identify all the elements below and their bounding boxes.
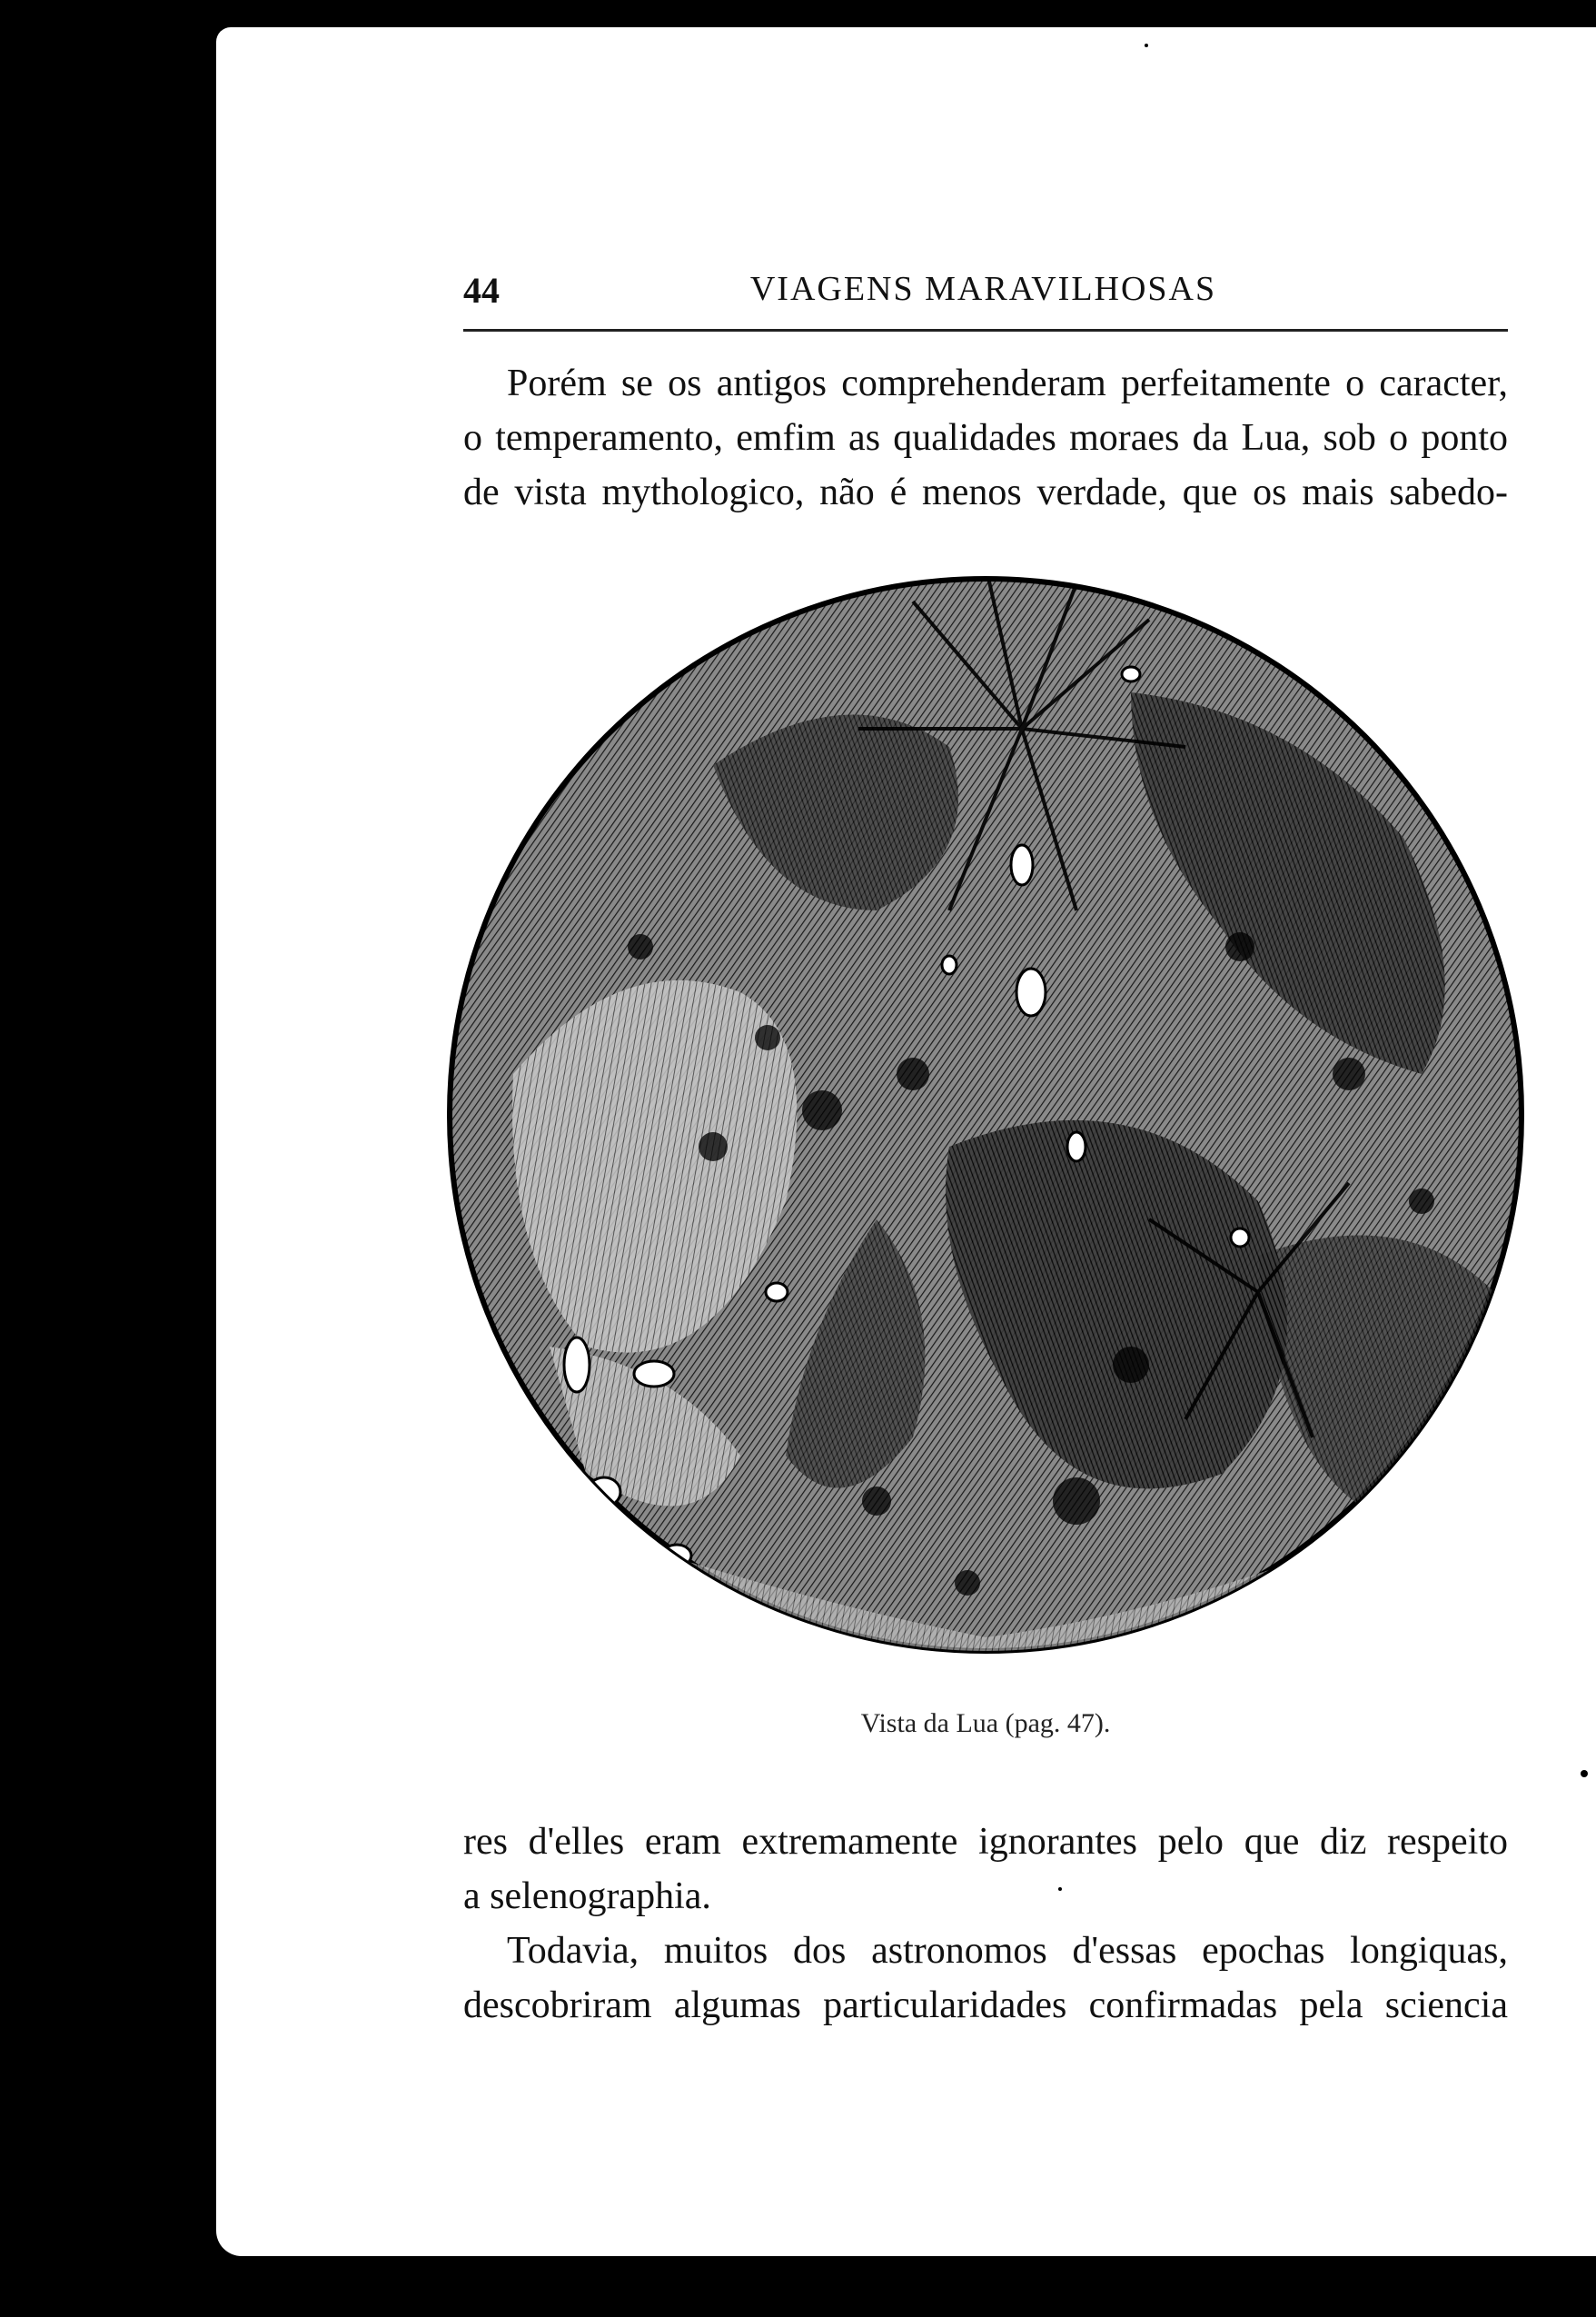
text-line: de vista mythologico, não é menos verdade, que os mais sabedo- [463,472,1508,513]
page-edge-line [194,55,197,2199]
moon-engraving [441,565,1531,1665]
text-line: a selenographia. [463,1875,711,1917]
text-line: o temperamento, emfim as qualidades moraes da Lua, sob o ponto [463,417,1508,459]
page-number: 44 [463,270,500,311]
ink-speck [1581,1770,1588,1777]
figure-caption: Vista da Lua (pag. 47). [860,1708,1111,1738]
running-title: VIAGENS MARAVILHOSAS [749,270,1217,308]
text-line: Porém se os antigos comprehenderam perfeitamente o caracter, [507,363,1508,404]
page-edge-line [182,55,184,2172]
header-rule [463,329,1508,332]
running-header [245,264,1512,318]
ink-speck [1145,44,1148,47]
text-line: res d'elles eram extremamente ignorantes pelo que diz respeito [463,1821,1508,1863]
body-text-top [463,356,1508,520]
ink-speck [1058,1887,1062,1891]
body-text-bottom [463,1815,1508,2033]
text-line: Todavia, muitos dos astronomos d'essas epochas longiquas, [507,1930,1508,1972]
text-line: descobriram algumas particularidades confirmadas pela sciencia [463,1984,1508,2026]
